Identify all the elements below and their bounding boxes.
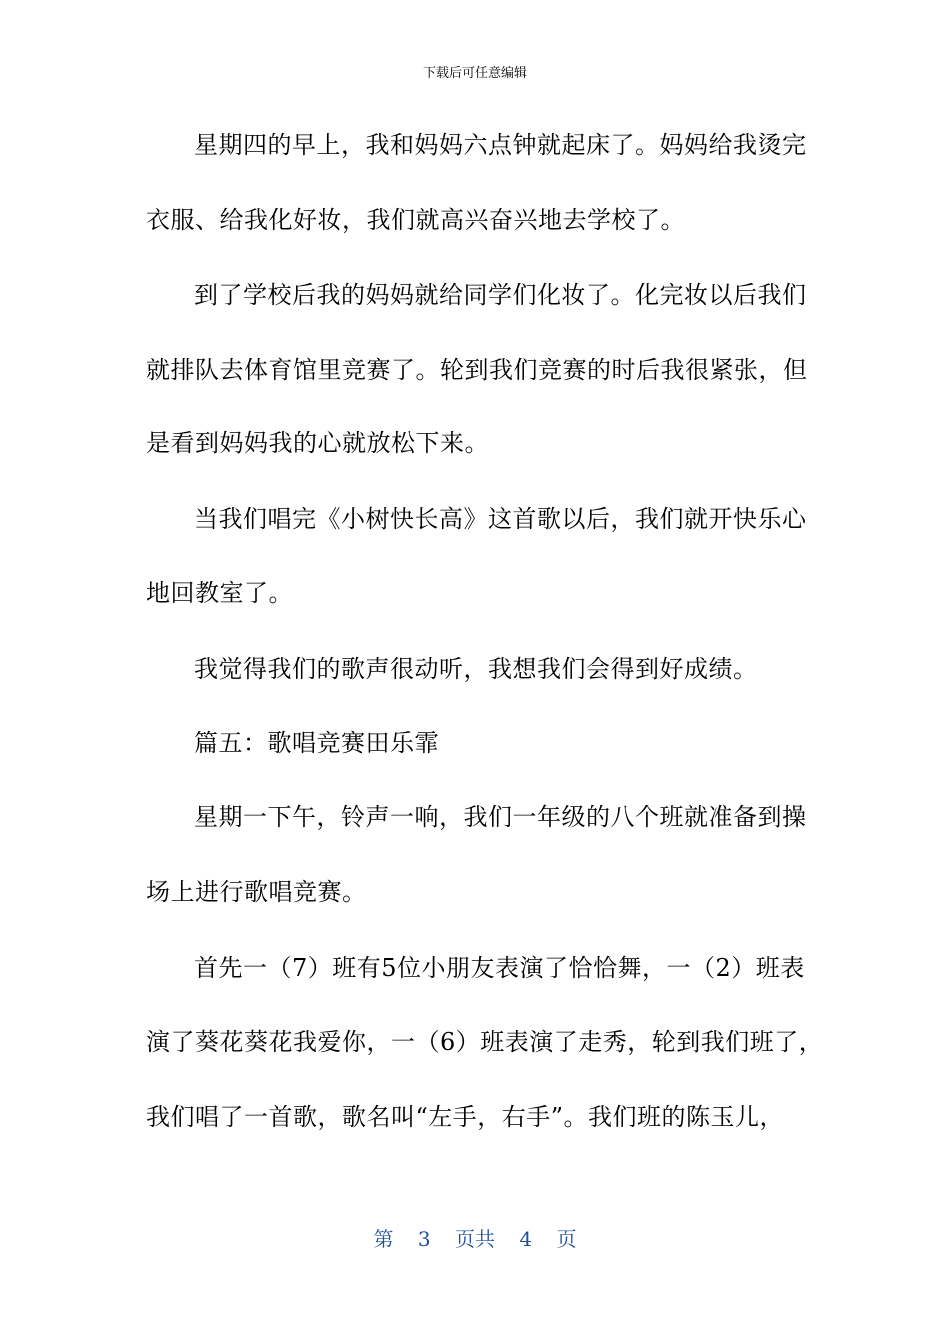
body-line: 星期四的早上，我和妈妈六点钟就起床了。妈妈给我烫完 [194,131,807,159]
footer-total-pages: 4 [519,1227,533,1251]
body-line: 地回教室了。 [146,579,293,607]
body-line: 衣服、给我化好妆，我们就高兴奋兴地去学校了。 [146,206,685,234]
footer-prefix: 第 [373,1227,394,1251]
body-line: 演了葵花葵花我爱你，一（6）班表演了走秀，轮到我们班了， [146,1028,824,1056]
footer-middle: 页共 [455,1227,495,1251]
body-line: 到了学校后我的妈妈就给同学们化妆了。化完妆以后我们 [194,281,807,309]
page-footer [0,1226,950,1252]
footer-suffix: 页 [556,1227,577,1251]
section-heading: 篇五：歌唱竞赛田乐霏 [194,729,439,757]
page-header: 下载后可任意编辑 [422,66,527,81]
body-line: 就排队去体育馆里竞赛了。轮到我们竞赛的时后我很紧张，但 [146,356,808,384]
body-line: 星期一下午，铃声一响，我们一年级的八个班就准备到操 [194,803,807,831]
body-line: 我们唱了一首歌，歌名叫“左手，右手”。我们班的陈玉儿， [146,1103,785,1131]
footer-current-page: 3 [417,1227,431,1251]
body-line: 首先一（7）班有5位小朋友表演了恰恰舞，一（2）班表 [194,954,805,982]
body-line: 我觉得我们的歌声很动听，我想我们会得到好成绩。 [194,655,758,683]
body-line: 场上进行歌唱竞赛。 [146,878,367,906]
body-line: 当我们唱完《小树快长高》这首歌以后，我们就开快乐心 [194,505,807,533]
body-line: 是看到妈妈我的心就放松下来。 [146,429,489,457]
